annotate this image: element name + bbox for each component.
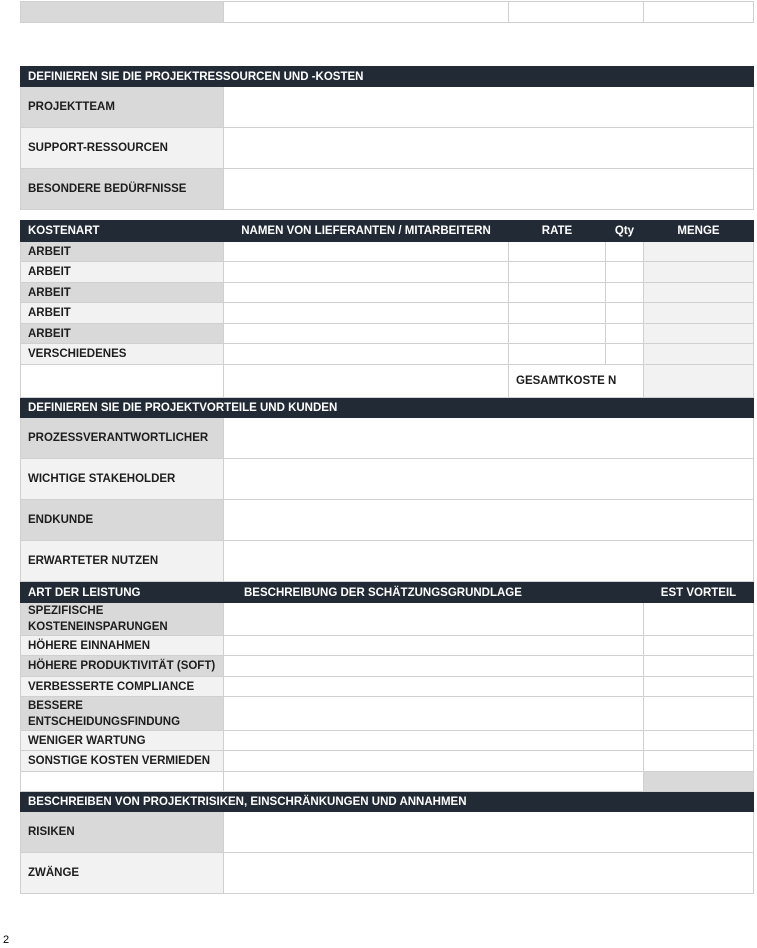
cost-amount-cell[interactable] bbox=[644, 262, 754, 283]
cost-names-input[interactable] bbox=[224, 303, 509, 324]
performance-type-label: HÖHERE EINNAHMEN bbox=[21, 636, 224, 656]
performance-basis-input[interactable] bbox=[224, 697, 644, 731]
cost-qty-input[interactable] bbox=[606, 283, 644, 303]
costs-header-amount: MENGE bbox=[644, 221, 754, 242]
cost-amount-cell[interactable] bbox=[644, 242, 754, 262]
resources-label-team: PROJEKTTEAM bbox=[21, 87, 224, 128]
cost-type-label: ARBEIT bbox=[21, 324, 224, 344]
cost-total-value[interactable] bbox=[644, 365, 754, 398]
benefits-input-expected[interactable] bbox=[224, 541, 754, 582]
cost-type-label: ARBEIT bbox=[21, 242, 224, 262]
cost-qty-input[interactable] bbox=[606, 303, 644, 324]
performance-type-label: HÖHERE PRODUKTIVITÄT (SOFT) bbox=[21, 656, 224, 677]
performance-header-type: ART DER LEISTUNG bbox=[21, 583, 224, 603]
cost-qty-input[interactable] bbox=[606, 344, 644, 365]
cost-amount-cell[interactable] bbox=[644, 324, 754, 344]
benefits-input-stakeholders[interactable] bbox=[224, 459, 754, 500]
performance-basis-input[interactable] bbox=[224, 603, 644, 636]
cost-total-blank bbox=[21, 365, 224, 398]
performance-basis-input[interactable] bbox=[224, 731, 644, 751]
cost-type-label: VERSCHIEDENES bbox=[21, 344, 224, 365]
resources-label-support: SUPPORT-RESSOURCEN bbox=[21, 128, 224, 169]
costs-header-names: NAMEN VON LIEFERANTEN / MITARBEITERN bbox=[224, 221, 509, 242]
benefits-label-expected: ERWARTETER NUTZEN bbox=[21, 541, 224, 582]
cost-type-label: ARBEIT bbox=[21, 303, 224, 324]
cost-names-input[interactable] bbox=[224, 324, 509, 344]
performance-est-input[interactable] bbox=[644, 603, 754, 636]
benefits-label-endcustomer: ENDKUNDE bbox=[21, 500, 224, 541]
previous-table-remnant bbox=[20, 1, 754, 23]
benefits-input-endcustomer[interactable] bbox=[224, 500, 754, 541]
performance-type-label: SONSTIGE KOSTEN VERMIEDEN bbox=[21, 751, 224, 772]
costs-header-rate: RATE bbox=[509, 221, 606, 242]
performance-est-input[interactable] bbox=[644, 677, 754, 697]
cost-names-input[interactable] bbox=[224, 262, 509, 283]
performance-basis-input[interactable] bbox=[224, 751, 644, 772]
cost-rate-input[interactable] bbox=[509, 344, 606, 365]
resources-input-team[interactable] bbox=[224, 87, 754, 128]
resources-title: DEFINIEREN SIE DIE PROJEKTRESSOURCEN UND -KOSTEN bbox=[21, 67, 754, 87]
cost-rate-input[interactable] bbox=[509, 283, 606, 303]
benefits-label-stakeholders: WICHTIGE STAKEHOLDER bbox=[21, 459, 224, 500]
performance-total-blank bbox=[21, 772, 224, 792]
performance-total-blank bbox=[224, 772, 644, 792]
performance-header-basis: BESCHREIBUNG DER SCHÄTZUNGSGRUNDLAGE bbox=[224, 583, 644, 603]
performance-basis-input[interactable] bbox=[224, 656, 644, 677]
cost-type-label: ARBEIT bbox=[21, 283, 224, 303]
performance-table bbox=[20, 582, 754, 894]
risks-label-risks: RISIKEN bbox=[21, 812, 224, 853]
benefits-label-owner: PROZESSVERANTWORTLICHER bbox=[21, 418, 224, 459]
resources-input-support[interactable] bbox=[224, 128, 754, 169]
cost-rate-input[interactable] bbox=[509, 242, 606, 262]
resources-input-needs[interactable] bbox=[224, 169, 754, 210]
performance-header-est: EST VORTEIL bbox=[644, 583, 754, 603]
cost-rate-input[interactable] bbox=[509, 303, 606, 324]
performance-type-label: WENIGER WARTUNG bbox=[21, 731, 224, 751]
resources-label-needs: BESONDERE BEDÜRFNISSE bbox=[21, 169, 224, 210]
costs-header-qty: Qty bbox=[606, 221, 644, 242]
risks-input-constraints[interactable] bbox=[224, 853, 754, 894]
cost-rate-input[interactable] bbox=[509, 262, 606, 283]
risks-label-constraints: ZWÄNGE bbox=[21, 853, 224, 894]
resources-table bbox=[20, 66, 754, 210]
risks-title: BESCHREIBEN VON PROJEKTRISIKEN, EINSCHRÄNKUNGEN UND ANNAHMEN bbox=[21, 792, 754, 812]
cost-names-input[interactable] bbox=[224, 283, 509, 303]
cost-total-label: GESAMTKOSTE N bbox=[509, 365, 644, 398]
cost-rate-input[interactable] bbox=[509, 324, 606, 344]
cost-amount-cell[interactable] bbox=[644, 344, 754, 365]
page-number: 2 bbox=[3, 934, 10, 946]
cost-type-label: ARBEIT bbox=[21, 262, 224, 283]
performance-est-input[interactable] bbox=[644, 697, 754, 731]
performance-basis-input[interactable] bbox=[224, 636, 644, 656]
performance-type-label: BESSERE ENTSCHEIDUNGSFINDUNG bbox=[21, 697, 224, 731]
performance-type-label: VERBESSERTE COMPLIANCE bbox=[21, 677, 224, 697]
performance-est-input[interactable] bbox=[644, 751, 754, 772]
performance-est-input[interactable] bbox=[644, 656, 754, 677]
performance-est-input[interactable] bbox=[644, 636, 754, 656]
cost-qty-input[interactable] bbox=[606, 324, 644, 344]
risks-input-risks[interactable] bbox=[224, 812, 754, 853]
remnant-cell[interactable] bbox=[509, 2, 644, 23]
cost-names-input[interactable] bbox=[224, 242, 509, 262]
remnant-cell bbox=[21, 2, 224, 23]
cost-total-blank bbox=[224, 365, 509, 398]
performance-est-input[interactable] bbox=[644, 731, 754, 751]
performance-type-label: SPEZIFISCHE KOSTENEINSPARUNGEN bbox=[21, 603, 224, 636]
remnant-cell[interactable] bbox=[644, 2, 754, 23]
benefits-title: DEFINIEREN SIE DIE PROJEKTVORTEILE UND KUNDEN bbox=[21, 398, 754, 418]
benefits-input-owner[interactable] bbox=[224, 418, 754, 459]
cost-qty-input[interactable] bbox=[606, 242, 644, 262]
cost-names-input[interactable] bbox=[224, 344, 509, 365]
costs-header-type: KOSTENART bbox=[21, 221, 224, 242]
performance-basis-input[interactable] bbox=[224, 677, 644, 697]
performance-total-value[interactable] bbox=[644, 772, 754, 792]
remnant-cell[interactable] bbox=[224, 2, 509, 23]
cost-amount-cell[interactable] bbox=[644, 303, 754, 324]
costs-table bbox=[20, 220, 754, 582]
cost-amount-cell[interactable] bbox=[644, 283, 754, 303]
cost-qty-input[interactable] bbox=[606, 262, 644, 283]
